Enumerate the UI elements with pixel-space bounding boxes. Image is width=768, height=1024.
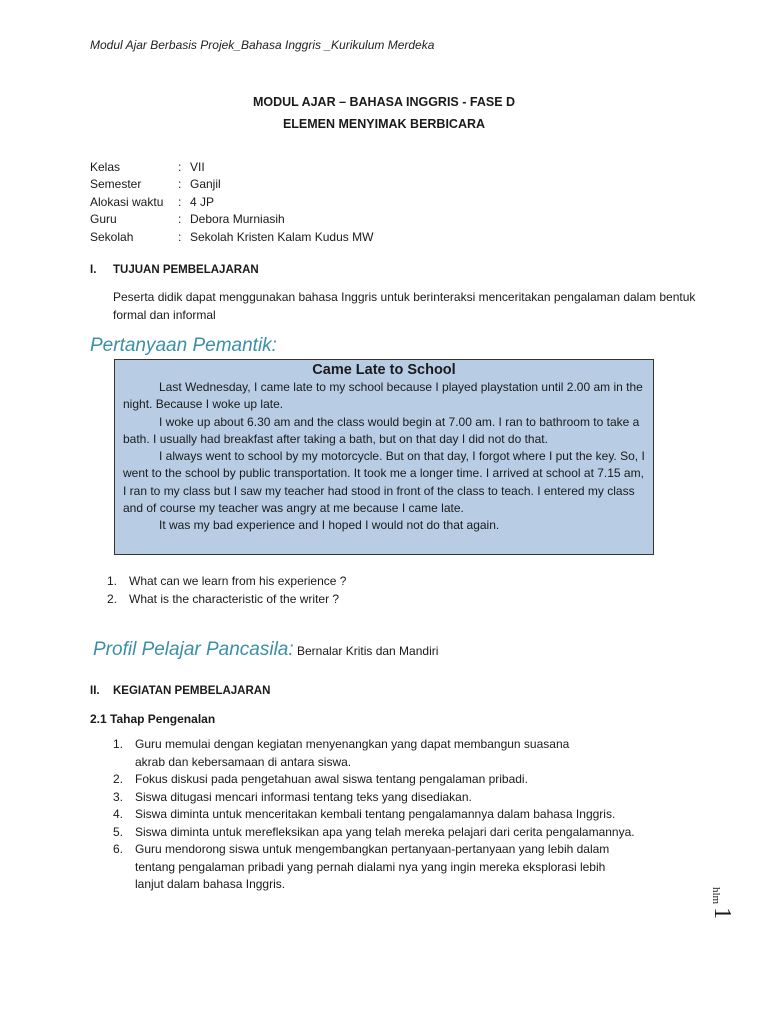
list-item [113, 736, 673, 771]
story-title: Came Late to School [312, 362, 456, 378]
list-number: 2. [113, 772, 124, 786]
doc-title-line1: MODUL AJAR – BAHASA INGGRIS - FASE D [252, 95, 516, 109]
story-paragraph: Last Wednesday, I came late to my school because I played playstation until 2.00 am in the night. Because I woke up late. [123, 380, 643, 412]
info-row-sekolah [90, 229, 373, 246]
story-box [114, 359, 654, 555]
list-item [113, 806, 673, 824]
list-item [113, 824, 673, 842]
running-header: Modul Ajar Berbasis Projek_Bahasa Inggris _Kurikulum Merdeka [90, 38, 435, 52]
info-row-guru [90, 211, 373, 228]
step-text: Fokus diskusi pada pengetahuan awal siswa tentang pengalaman pribadi. [135, 772, 528, 786]
list-number: 2. [107, 591, 118, 606]
section-title: KEGIATAN PEMBELAJARAN [113, 685, 271, 697]
info-colon: : [178, 160, 182, 174]
page-number [710, 887, 750, 927]
info-key: Guru [90, 212, 117, 227]
list-item [113, 841, 673, 894]
profil-heading: Profil Pelajar Pancasila: [93, 639, 294, 660]
profil-line [93, 639, 438, 661]
section-number: II. [90, 685, 100, 697]
list-number: 5. [113, 824, 124, 839]
list-item [107, 591, 346, 609]
section-1-heading [90, 264, 259, 276]
step-text: Siswa diminta untuk merefleksikan apa yang telah mereka pelajari dari cerita pengalamannya. [135, 824, 635, 839]
question-text: What is the characteristic of the writer ? [129, 591, 340, 606]
list-item [113, 771, 673, 789]
info-colon: : [178, 177, 182, 192]
info-colon: : [178, 229, 182, 244]
info-key: Alokasi waktu [90, 194, 164, 209]
pertanyaan-heading: Pertanyaan Pemantik: [90, 335, 277, 356]
steps-list [113, 736, 673, 894]
step-text: Guru mendorong siswa untuk mengembangkan pertanyaan-pertanyaan yang lebih dalam tentang pengalaman pribadi yang pernah dialami nya yang ingin mereka eksplorasi lebih lanjut dalam bahasa Inggris. [135, 842, 610, 891]
info-value: Ganjil [190, 177, 221, 192]
doc-title-line2: ELEMEN MENYIMAK BERBICARA [282, 117, 486, 131]
list-number: 1. [113, 737, 124, 751]
list-number: 4. [113, 807, 124, 821]
section-title: TUJUAN PEMBELAJARAN [113, 264, 259, 276]
profil-value: Bernalar Kritis dan Mandiri [297, 644, 439, 658]
list-number: 3. [113, 789, 124, 804]
question-text: What can we learn from his experience ? [129, 574, 347, 588]
info-row-alokasi [90, 194, 373, 211]
info-value: 4 JP [190, 194, 215, 209]
info-value: VII [190, 160, 205, 174]
info-colon: : [178, 212, 182, 227]
list-item [113, 789, 673, 807]
step-text: Guru memulai dengan kegiatan menyenangkan yang dapat membangun suasana akrab dan kebersamaan di antara siswa. [135, 737, 570, 769]
info-value: Sekolah Kristen Kalam Kudus MW [190, 229, 374, 244]
section-number: I. [90, 264, 97, 276]
info-key: Kelas [90, 160, 121, 174]
step-text: Siswa diminta untuk menceritakan kembali tentang pengalamannya dalam bahasa Inggris. [135, 807, 616, 821]
info-row-kelas [90, 159, 373, 176]
info-row-semester [90, 176, 373, 193]
list-number: 1. [107, 574, 118, 588]
page-label: hlm [710, 887, 722, 905]
info-value: Debora Murniasih [190, 212, 285, 227]
tujuan-text: Peserta didik dapat menggunakan bahasa Inggris untuk berinteraksi menceritakan pengalaman dalam bentuk formal dan informal [113, 290, 696, 322]
subsection-heading: 2.1 Tahap Pengenalan [90, 712, 216, 726]
info-key: Sekolah [90, 229, 134, 244]
list-number: 6. [113, 842, 124, 856]
list-item [107, 573, 346, 591]
story-paragraph: I always went to school by my motorcycle. But on that day, I forgot where I put the key. So, I went to the school by public transportation. It took me a longer time. I arrived at school at 7.15 am, I ran to my class but I saw my teacher had stood in front of the class to teach. I entered my class and of course my teacher was angry at me because I came late. [123, 449, 645, 516]
info-table [90, 159, 373, 246]
info-colon: : [178, 194, 182, 209]
page-number-value: 1 [709, 907, 735, 920]
story-paragraph: I woke up about 6.30 am and the class would begin at 7.00 am. I ran to bathroom to take a bath. I usually had breakfast after taking a bath, but on that day I did not do that. [123, 414, 640, 446]
step-text: Siswa ditugasi mencari informasi tentang teks yang disediakan. [135, 789, 472, 804]
question-list [107, 573, 346, 608]
info-key: Semester [90, 177, 142, 192]
story-paragraph: It was my bad experience and I hoped I would not do that again. [159, 518, 500, 533]
section-2-heading [90, 685, 270, 697]
